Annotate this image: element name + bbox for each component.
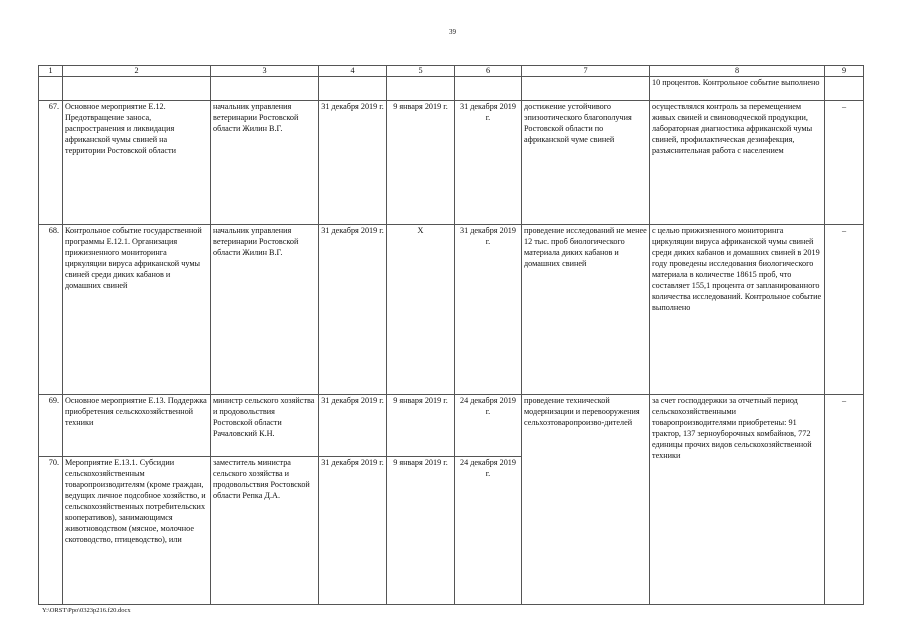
file-path-footer: Y:\ORST\Ppo\0323p216.f20.docx bbox=[42, 607, 131, 614]
row-title: Основное мероприятие Е.12. Предотвращение заноса, распространения и ликвидация африканской чумы свиней на территории Ростовской области bbox=[63, 101, 211, 225]
row-responsible: заместитель министра сельского хозяйства и продовольствия Ростовской области Репка Д.А. bbox=[211, 457, 319, 605]
row-actual-start: Х bbox=[387, 225, 455, 395]
report-table bbox=[38, 65, 864, 605]
table-row bbox=[39, 101, 864, 225]
row-result: за счет господдержки за отчетный период сельскохозяйственными товаропроизводителями приобретены: 91 трактор, 137 зерноуборочных комбайнов, 772 единицы прочих видов сельскохозяйственной техники bbox=[650, 395, 825, 605]
row-notes: – bbox=[825, 225, 864, 395]
header-cell: 1 bbox=[39, 66, 63, 77]
row-responsible: начальник управления ветеринарии Ростовской области Жилин В.Г. bbox=[211, 225, 319, 395]
page-number: 39 bbox=[449, 28, 456, 36]
header-cell: 3 bbox=[211, 66, 319, 77]
row-actual-end: 24 декабря 2019 г. bbox=[455, 395, 522, 457]
row-title: Мероприятие Е.13.1. Субсидии сельскохозяйственным товаропроизводителям (кроме граждан, ведущих личное подсобное хозяйство, и сельскохозяйственных потребительских кооперативов), занимающимся животноводством (мясное, молочное скотоводство, птицеводство), или bbox=[63, 457, 211, 605]
row-planned-end: 31 декабря 2019 г. bbox=[319, 101, 387, 225]
continuation-text: 10 процентов. Контрольное событие выполнено bbox=[650, 77, 825, 101]
continuation-row bbox=[39, 77, 864, 101]
row-number: 67. bbox=[39, 101, 63, 225]
header-cell: 5 bbox=[387, 66, 455, 77]
header-cell: 8 bbox=[650, 66, 825, 77]
row-notes: – bbox=[825, 101, 864, 225]
row-expected: проведение технической модернизации и перевооружения сельхозтоваропроизво-дителей bbox=[522, 395, 650, 605]
table-row bbox=[39, 395, 864, 457]
row-title: Контрольное событие государственной программы Е.12.1. Организация прижизненного мониторинга циркуляции вируса африканской чумы свиней среди диких кабанов и домашних свиней bbox=[63, 225, 211, 395]
header-cell: 2 bbox=[63, 66, 211, 77]
header-cell: 7 bbox=[522, 66, 650, 77]
row-actual-end: 31 декабря 2019 г. bbox=[455, 101, 522, 225]
row-responsible: начальник управления ветеринарии Ростовской области Жилин В.Г. bbox=[211, 101, 319, 225]
row-expected: достижение устойчивого эпизоотического благополучия Ростовской области по африканской чуме свиней bbox=[522, 101, 650, 225]
row-number: 68. bbox=[39, 225, 63, 395]
row-number: 69. bbox=[39, 395, 63, 457]
row-actual-start: 9 января 2019 г. bbox=[387, 101, 455, 225]
header-cell: 6 bbox=[455, 66, 522, 77]
header-cell: 9 bbox=[825, 66, 864, 77]
row-planned-end: 31 декабря 2019 г. bbox=[319, 225, 387, 395]
row-title: Основное мероприятие Е.13. Поддержка приобретения сельскохозяйственной техники bbox=[63, 395, 211, 457]
table-row bbox=[39, 225, 864, 395]
row-number: 70. bbox=[39, 457, 63, 605]
header-row bbox=[39, 66, 864, 77]
row-notes: – bbox=[825, 395, 864, 605]
row-planned-end: 31 декабря 2019 г. bbox=[319, 457, 387, 605]
row-actual-start: 9 января 2019 г. bbox=[387, 395, 455, 457]
row-result: с целью прижизненного мониторинга циркуляции вируса африканской чумы свиней среди диких кабанов и домашних свиней в 2019 году проведены исследования биологического материала в количестве 18615 проб, что составляет 155,1 процента от запланированного количества исследований. Контрольное событие выполнено bbox=[650, 225, 825, 395]
row-planned-end: 31 декабря 2019 г. bbox=[319, 395, 387, 457]
row-actual-end: 24 декабря 2019 г. bbox=[455, 457, 522, 605]
row-actual-end: 31 декабря 2019 г. bbox=[455, 225, 522, 395]
row-responsible: министр сельского хозяйства и продовольствия Ростовской области Рачаловский К.Н. bbox=[211, 395, 319, 457]
row-expected: проведение исследований не менее 12 тыс. проб биологического материала диких кабанов и домашних свиней bbox=[522, 225, 650, 395]
row-result: осуществлялся контроль за перемещением живых свиней и свиноводческой продукции, лабораторная диагностика африканской чумы свиней, профилактическая дезинфекция, разъяснительная работа с населением bbox=[650, 101, 825, 225]
row-actual-start: 9 января 2019 г. bbox=[387, 457, 455, 605]
header-cell: 4 bbox=[319, 66, 387, 77]
